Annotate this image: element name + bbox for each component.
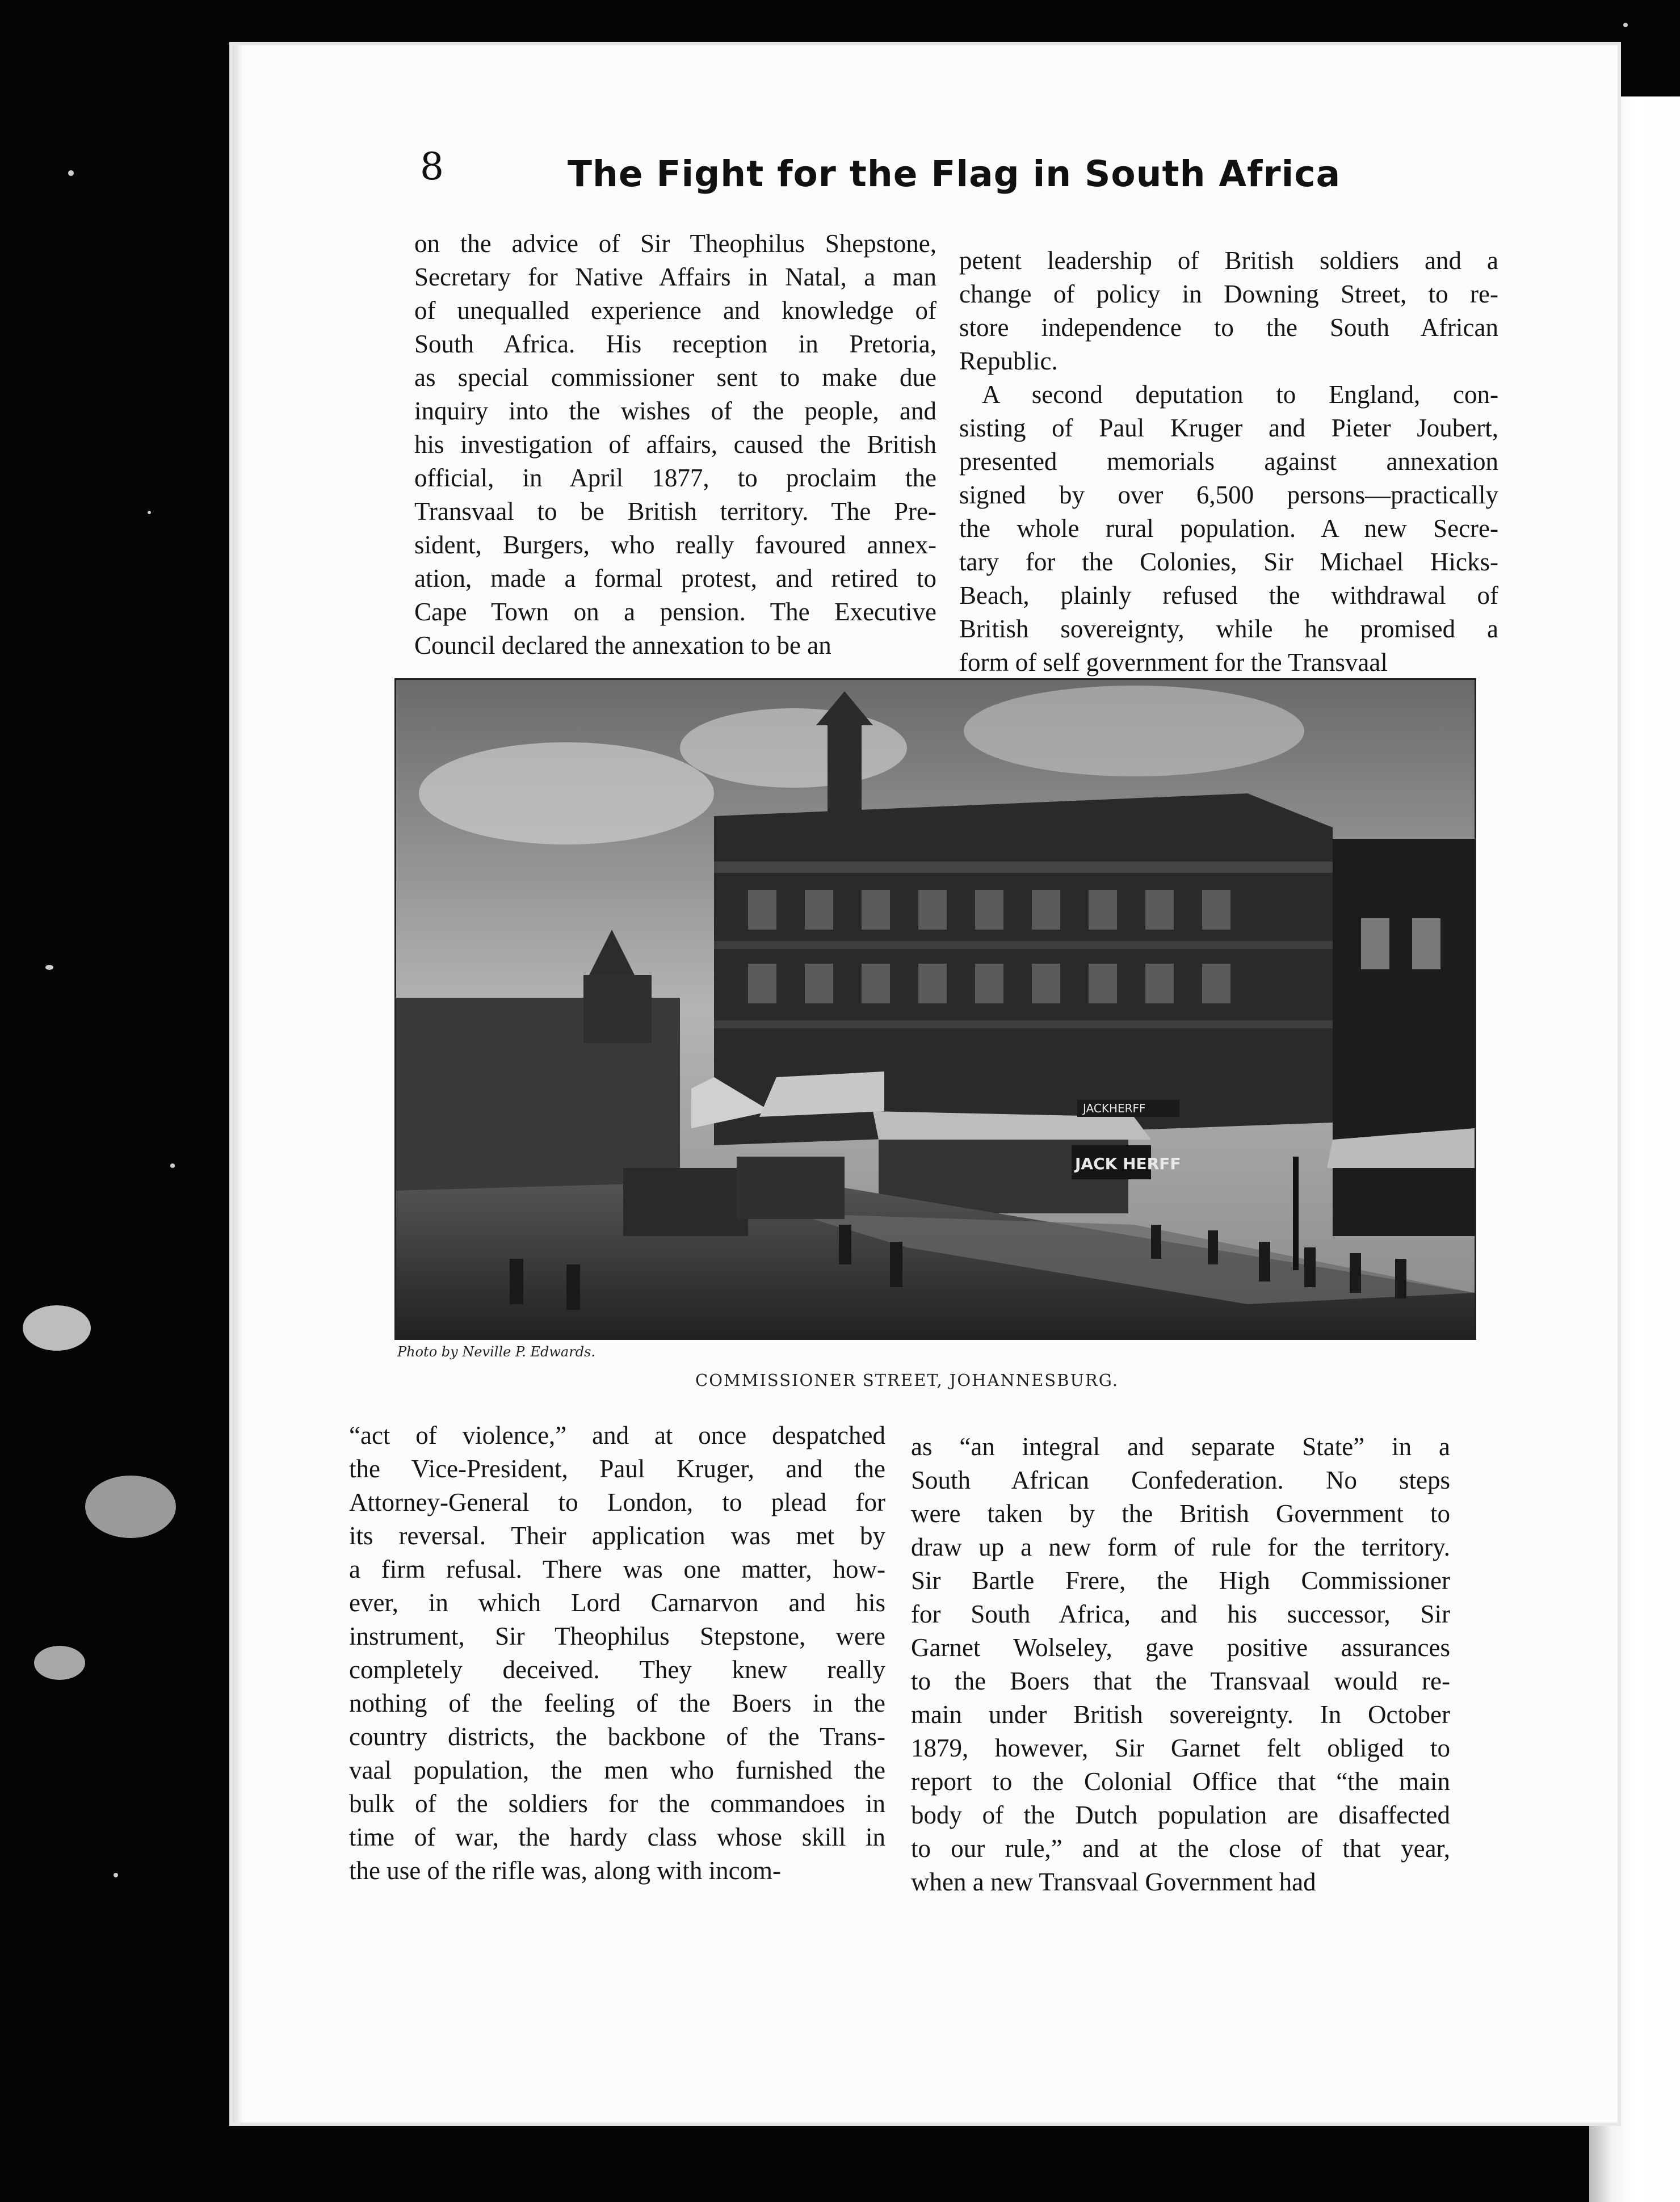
dust-speck bbox=[1623, 23, 1628, 27]
text-line: 1879, however, Sir Garnet felt obliged to bbox=[911, 1734, 1450, 1762]
text-line: main under British sovereignty. In October bbox=[911, 1700, 1450, 1729]
dust-speck bbox=[148, 511, 151, 514]
text-column-top-right bbox=[959, 244, 1498, 679]
text-line: when a new Transvaal Government had bbox=[911, 1868, 1316, 1896]
text-line: as “an integral and separate State” in a bbox=[911, 1432, 1450, 1461]
text-line: his investigation of affairs, caused the British bbox=[414, 430, 936, 459]
dust-speck bbox=[170, 1163, 175, 1168]
text-line: time of war, the hardy class whose skill in bbox=[349, 1823, 885, 1851]
dust-speck bbox=[68, 170, 74, 176]
photo-illustration bbox=[396, 680, 1475, 1338]
text-line: signed by over 6,500 persons—practically bbox=[959, 481, 1498, 509]
text-line: Beach, plainly refused the withdrawal of bbox=[959, 581, 1498, 610]
text-line: Garnet Wolseley, gave positive assurances bbox=[911, 1633, 1450, 1662]
dust-patch bbox=[23, 1305, 91, 1351]
text-line: tary for the Colonies, Sir Michael Hicks- bbox=[959, 548, 1498, 576]
text-line: the whole rural population. A new Secre- bbox=[959, 514, 1498, 543]
text-line: Transvaal to be British territory. The Pre- bbox=[414, 497, 936, 526]
text-line: as special commissioner sent to make due bbox=[414, 363, 936, 392]
dust-patch bbox=[85, 1476, 176, 1538]
text-line: South African Confederation. No steps bbox=[911, 1466, 1450, 1494]
text-line: draw up a new form of rule for the territory. bbox=[911, 1533, 1450, 1561]
text-line: ation, made a formal protest, and retired to bbox=[414, 564, 936, 592]
text-line: were taken by the British Government to bbox=[911, 1499, 1450, 1528]
text-line: Attorney-General to London, to plead for bbox=[349, 1488, 885, 1516]
text-line: Republic. bbox=[959, 347, 1058, 375]
text-line: vaal population, the men who furnished the bbox=[349, 1756, 885, 1784]
text-line: to our rule,” and at the close of that year, bbox=[911, 1834, 1450, 1863]
running-head-title: The Fight for the Flag in South Africa bbox=[568, 153, 1341, 195]
text-line: nothing of the feeling of the Boers in the bbox=[349, 1689, 885, 1717]
text-line: A second deputation to England, con- bbox=[982, 380, 1498, 409]
text-line: Council declared the annexation to be an bbox=[414, 631, 831, 659]
text-line: petent leadership of British soldiers and a bbox=[959, 246, 1498, 275]
text-line: presented memorials against annexation bbox=[959, 447, 1498, 476]
street-photograph bbox=[394, 678, 1476, 1340]
text-line: to the Boers that the Transvaal would re- bbox=[911, 1667, 1450, 1695]
dust-speck bbox=[114, 1873, 118, 1877]
text-line: the Vice-President, Paul Kruger, and the bbox=[349, 1455, 885, 1483]
text-line: inquiry into the wishes of the people, and bbox=[414, 397, 936, 425]
shop-sign-lower: JACK HERFF bbox=[1075, 1154, 1181, 1173]
text-column-bottom-right bbox=[911, 1430, 1450, 1899]
text-line: ever, in which Lord Carnarvon and his bbox=[349, 1589, 885, 1617]
text-line: form of self government for the Transvaal bbox=[959, 648, 1388, 676]
text-line: Cape Town on a pension. The Executive bbox=[414, 598, 936, 626]
text-line: sident, Burgers, who really favoured annex- bbox=[414, 531, 936, 559]
shop-sign-upper: JACKHERFF bbox=[1083, 1102, 1146, 1115]
text-line: report to the Colonial Office that “the main bbox=[911, 1767, 1450, 1796]
page-number: 8 bbox=[420, 145, 444, 188]
photo-credit: Photo by Neville P. Edwards. bbox=[397, 1344, 596, 1360]
text-line: for South Africa, and his successor, Sir bbox=[911, 1600, 1450, 1628]
text-line: on the advice of Sir Theophilus Shepstone, bbox=[414, 229, 936, 258]
text-line: body of the Dutch population are disaffected bbox=[911, 1801, 1450, 1829]
text-line: “act of violence,” and at once despatched bbox=[349, 1421, 885, 1449]
text-line: of unequalled experience and knowledge of bbox=[414, 296, 936, 325]
text-line: country districts, the backbone of the Trans- bbox=[349, 1722, 885, 1751]
text-line: official, in April 1877, to proclaim the bbox=[414, 464, 936, 492]
text-column-top-left bbox=[414, 227, 936, 662]
text-line: store independence to the South African bbox=[959, 313, 1498, 342]
text-line: Sir Bartle Frere, the High Commissioner bbox=[911, 1566, 1450, 1595]
page-gutter-shadow bbox=[233, 45, 243, 2123]
text-line: a firm refusal. There was one matter, how- bbox=[349, 1555, 885, 1583]
dust-patch bbox=[34, 1646, 85, 1680]
text-line: the use of the rifle was, along with incom- bbox=[349, 1856, 782, 1885]
text-column-bottom-left bbox=[349, 1419, 885, 1888]
dust-speck bbox=[45, 965, 53, 970]
text-line: completely deceived. They knew really bbox=[349, 1655, 885, 1684]
text-line: Secretary for Native Affairs in Natal, a man bbox=[414, 263, 936, 291]
text-line: bulk of the soldiers for the commandoes in bbox=[349, 1789, 885, 1818]
text-line: British sovereignty, while he promised a bbox=[959, 615, 1498, 643]
text-line: change of policy in Downing Street, to re- bbox=[959, 280, 1498, 308]
text-line: instrument, Sir Theophilus Stepstone, were bbox=[349, 1622, 885, 1650]
text-line: South Africa. His reception in Pretoria, bbox=[414, 330, 936, 358]
photo-caption: COMMISSIONER STREET, JOHANNESBURG. bbox=[695, 1371, 1119, 1390]
text-line: its reversal. Their application was met by bbox=[349, 1522, 885, 1550]
text-line: sisting of Paul Kruger and Pieter Joubert, bbox=[959, 414, 1498, 442]
